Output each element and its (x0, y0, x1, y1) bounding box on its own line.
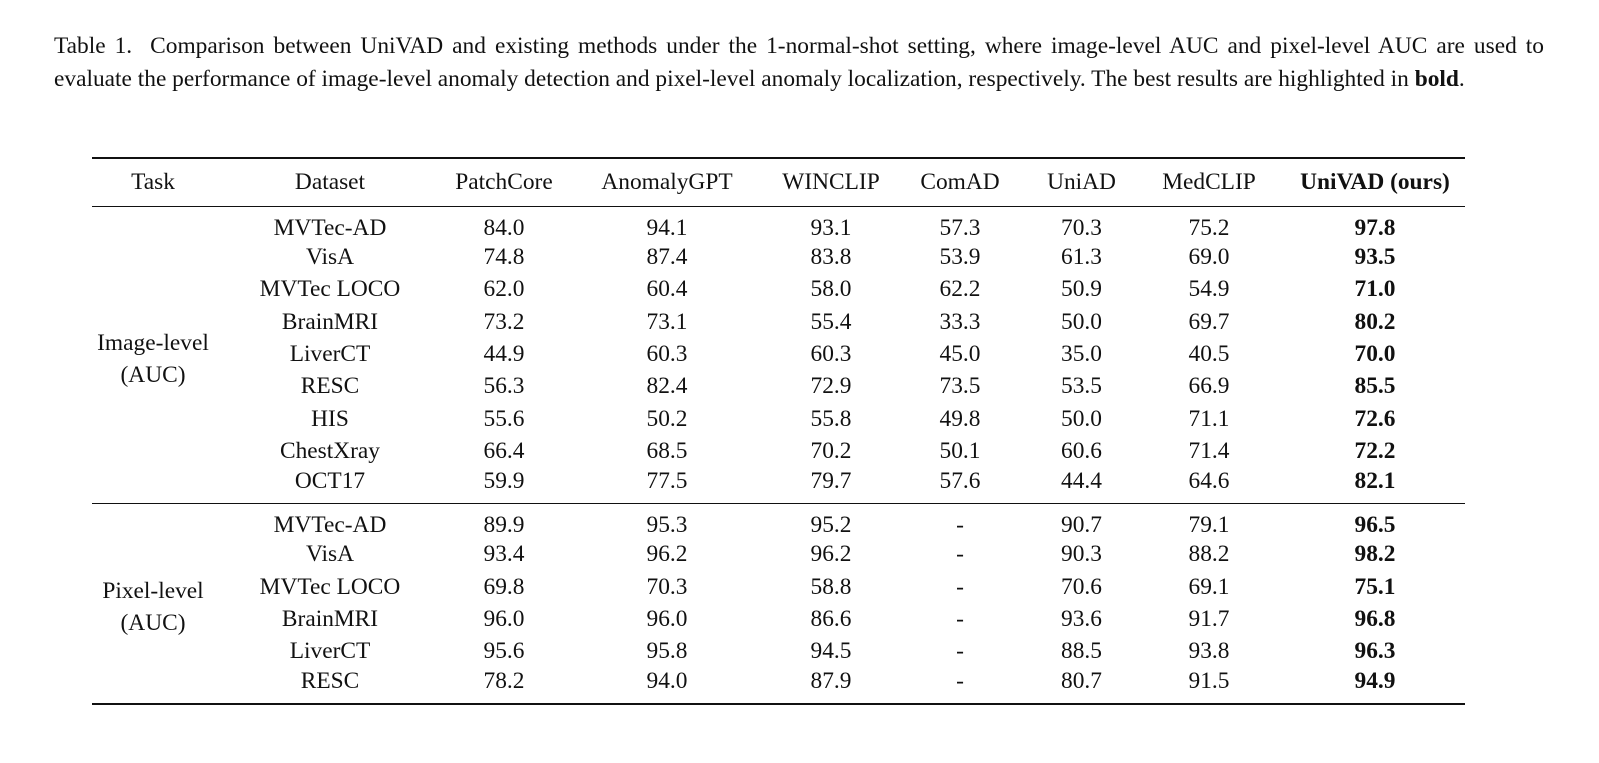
dataset-cell: VisA (306, 541, 354, 568)
value-cell: 90.3 (1061, 541, 1102, 568)
value-cell: 56.3 (483, 373, 525, 400)
value-cell: 69.0 (1188, 244, 1230, 271)
caption-end: . (1458, 65, 1465, 92)
value-cell: 54.9 (1188, 276, 1230, 303)
value-cell: 50.0 (1061, 308, 1102, 335)
value-cell: 82.4 (646, 373, 688, 400)
task-cell (92, 503, 214, 704)
table-row (92, 435, 1465, 467)
task-cell (92, 206, 214, 503)
value-cell: 88.2 (1188, 541, 1230, 568)
value-cell: 69.1 (1188, 573, 1230, 600)
value-cell: 55.4 (810, 308, 852, 335)
best-value-cell: 97.8 (1354, 214, 1396, 241)
table-row (92, 468, 1465, 504)
table-row (92, 371, 1465, 403)
value-cell: 62.2 (939, 276, 981, 303)
value-cell: 60.3 (646, 341, 688, 368)
value-cell: 77.5 (562, 468, 772, 504)
best-value-cell: 98.2 (1354, 541, 1396, 568)
dataset-cell: RESC (214, 668, 446, 704)
value-cell: 70.3 (646, 573, 688, 600)
value-cell: 95.8 (646, 638, 688, 665)
dataset-cell: VisA (306, 244, 354, 271)
value-cell: 50.1 (939, 437, 981, 464)
value-cell: - (890, 668, 1030, 704)
value-cell: 80.7 (1030, 668, 1133, 704)
dataset-cell: ChestXray (279, 437, 381, 464)
value-cell: 49.8 (939, 405, 981, 432)
value-cell: 93.1 (810, 214, 852, 241)
best-value-cell: 96.5 (1354, 511, 1396, 538)
value-cell: 88.5 (1061, 638, 1102, 665)
table-row (92, 338, 1465, 370)
value-cell: 55.6 (483, 405, 525, 432)
value-cell: 96.2 (646, 541, 688, 568)
table-row (92, 206, 1465, 242)
value-cell: 66.9 (1188, 373, 1230, 400)
value-cell: 45.0 (939, 341, 981, 368)
best-value-cell: 96.3 (1354, 638, 1396, 665)
value-cell: 87.4 (646, 244, 688, 271)
caption-text: Comparison between UniVAD and existing methods under the 1-normal-shot setting, where image-level AUC and pixel-level AUC are used to evaluate the performance of image-level anomaly detection and pixel-level anomaly localization, respectively. The best results are highlighted in (54, 33, 1544, 92)
dataset-cell: LiverCT (289, 638, 371, 665)
task-metric: (AUC) (120, 610, 186, 637)
value-cell: - (956, 605, 964, 632)
value-cell: 93.4 (483, 541, 525, 568)
value-cell: - (956, 638, 964, 665)
best-value-cell: 75.1 (1354, 573, 1396, 600)
value-cell: 73.2 (483, 308, 525, 335)
value-cell: 79.7 (772, 468, 890, 504)
value-cell: 93.8 (1188, 638, 1230, 665)
value-cell: 58.0 (810, 276, 852, 303)
column-header-anomalygpt: AnomalyGPT (601, 168, 733, 195)
value-cell: 58.8 (810, 573, 852, 600)
value-cell: - (956, 573, 964, 600)
task-metric: (AUC) (120, 361, 186, 388)
dataset-cell: BrainMRI (281, 605, 379, 632)
value-cell: 69.7 (1188, 308, 1230, 335)
value-cell: 70.3 (1061, 214, 1102, 241)
value-cell: 73.5 (939, 373, 981, 400)
value-cell: 57.3 (939, 214, 981, 241)
value-cell: 44.9 (483, 341, 525, 368)
column-header-patchcore: PatchCore (455, 168, 553, 195)
value-cell: 95.3 (646, 511, 688, 538)
value-cell: 94.1 (646, 214, 688, 241)
table-header-row (92, 158, 1465, 206)
value-cell: 96.0 (646, 605, 688, 632)
value-cell: 33.3 (939, 308, 981, 335)
value-cell: 79.1 (1188, 511, 1230, 538)
dataset-cell: HIS (311, 405, 349, 432)
value-cell: 96.2 (810, 541, 852, 568)
dataset-cell: BrainMRI (281, 308, 379, 335)
caption-bold-word: bold (1414, 65, 1459, 92)
column-header-dataset: Dataset (294, 168, 366, 195)
value-cell: 93.6 (1061, 605, 1102, 632)
column-header-univad-ours: UniVAD (ours) (1300, 168, 1450, 195)
best-value-cell: 72.2 (1354, 437, 1396, 464)
value-cell: 60.6 (1061, 437, 1102, 464)
column-header-medclip: MedCLIP (1162, 168, 1256, 195)
best-value-cell: 85.5 (1354, 373, 1396, 400)
value-cell: 94.5 (810, 638, 852, 665)
value-cell: 91.7 (1188, 605, 1230, 632)
results-table-container (92, 157, 1465, 705)
table-row (92, 403, 1465, 435)
best-value-cell: 80.2 (1354, 308, 1396, 335)
image-level-group (92, 206, 1465, 503)
value-cell: 53.9 (939, 244, 981, 271)
best-value-cell: 71.0 (1354, 276, 1396, 303)
table-row (92, 571, 1465, 603)
value-cell: 55.8 (810, 405, 852, 432)
value-cell: - (956, 541, 964, 568)
value-cell: 83.8 (810, 244, 852, 271)
value-cell: 74.8 (483, 244, 525, 271)
value-cell: 78.2 (446, 668, 562, 704)
task-label: Image-level (97, 329, 209, 356)
value-cell: 91.5 (1133, 668, 1285, 704)
value-cell: 57.6 (890, 468, 1030, 504)
value-cell: 60.3 (810, 341, 852, 368)
table-caption (54, 30, 1544, 95)
column-header-comad: ComAD (920, 168, 1000, 195)
value-cell: - (956, 511, 964, 538)
table-row (92, 603, 1465, 635)
best-value-cell: 82.1 (1285, 468, 1465, 504)
value-cell: 64.6 (1133, 468, 1285, 504)
table-row (92, 668, 1465, 704)
best-value-cell: 72.6 (1354, 405, 1396, 432)
results-table (92, 157, 1465, 705)
column-header-uniad: UniAD (1047, 168, 1116, 195)
table-row (92, 306, 1465, 338)
task-label: Pixel-level (102, 578, 204, 605)
dataset-cell: MVTec-AD (273, 214, 387, 241)
value-cell: 68.5 (646, 437, 688, 464)
best-value-cell: 94.9 (1285, 668, 1465, 704)
value-cell: 75.2 (1188, 214, 1230, 241)
table-row (92, 242, 1465, 274)
value-cell: 71.4 (1188, 437, 1230, 464)
value-cell: 61.3 (1061, 244, 1102, 271)
value-cell: 73.1 (646, 308, 688, 335)
best-value-cell: 70.0 (1354, 341, 1396, 368)
value-cell: 90.7 (1061, 511, 1102, 538)
table-row (92, 635, 1465, 667)
dataset-cell: LiverCT (289, 341, 371, 368)
column-header-task: Task (131, 168, 175, 195)
dataset-cell: MVTec-AD (273, 511, 387, 538)
dataset-cell: RESC (300, 373, 360, 400)
value-cell: 50.2 (646, 405, 688, 432)
column-header-winclip: WINCLIP (782, 168, 880, 195)
value-cell: 70.6 (1061, 573, 1102, 600)
value-cell: 66.4 (483, 437, 525, 464)
dataset-cell: MVTec LOCO (259, 573, 401, 600)
value-cell: 50.0 (1061, 405, 1102, 432)
best-value-cell: 96.8 (1354, 605, 1396, 632)
value-cell: 86.6 (810, 605, 852, 632)
value-cell: 59.9 (446, 468, 562, 504)
value-cell: 35.0 (1061, 341, 1102, 368)
value-cell: 95.6 (483, 638, 525, 665)
value-cell: 71.1 (1188, 405, 1230, 432)
value-cell: 87.9 (772, 668, 890, 704)
value-cell: 50.9 (1061, 276, 1102, 303)
dataset-cell: MVTec LOCO (259, 276, 401, 303)
value-cell: 60.4 (646, 276, 688, 303)
value-cell: 95.2 (810, 511, 852, 538)
value-cell: 70.2 (810, 437, 852, 464)
table-row (92, 539, 1465, 571)
value-cell: 62.0 (483, 276, 525, 303)
value-cell: 53.5 (1061, 373, 1102, 400)
value-cell: 72.9 (810, 373, 852, 400)
table-row (92, 274, 1465, 306)
caption-label: Table 1. (54, 33, 133, 59)
value-cell: 94.0 (562, 668, 772, 704)
value-cell: 44.4 (1030, 468, 1133, 504)
pixel-level-group (92, 503, 1465, 704)
best-value-cell: 93.5 (1354, 244, 1396, 271)
value-cell: 40.5 (1188, 341, 1230, 368)
value-cell: 69.8 (483, 573, 525, 600)
value-cell: 96.0 (483, 605, 525, 632)
dataset-cell: OCT17 (214, 468, 446, 504)
value-cell: 84.0 (483, 214, 525, 241)
table-row (92, 503, 1465, 539)
value-cell: 89.9 (483, 511, 525, 538)
